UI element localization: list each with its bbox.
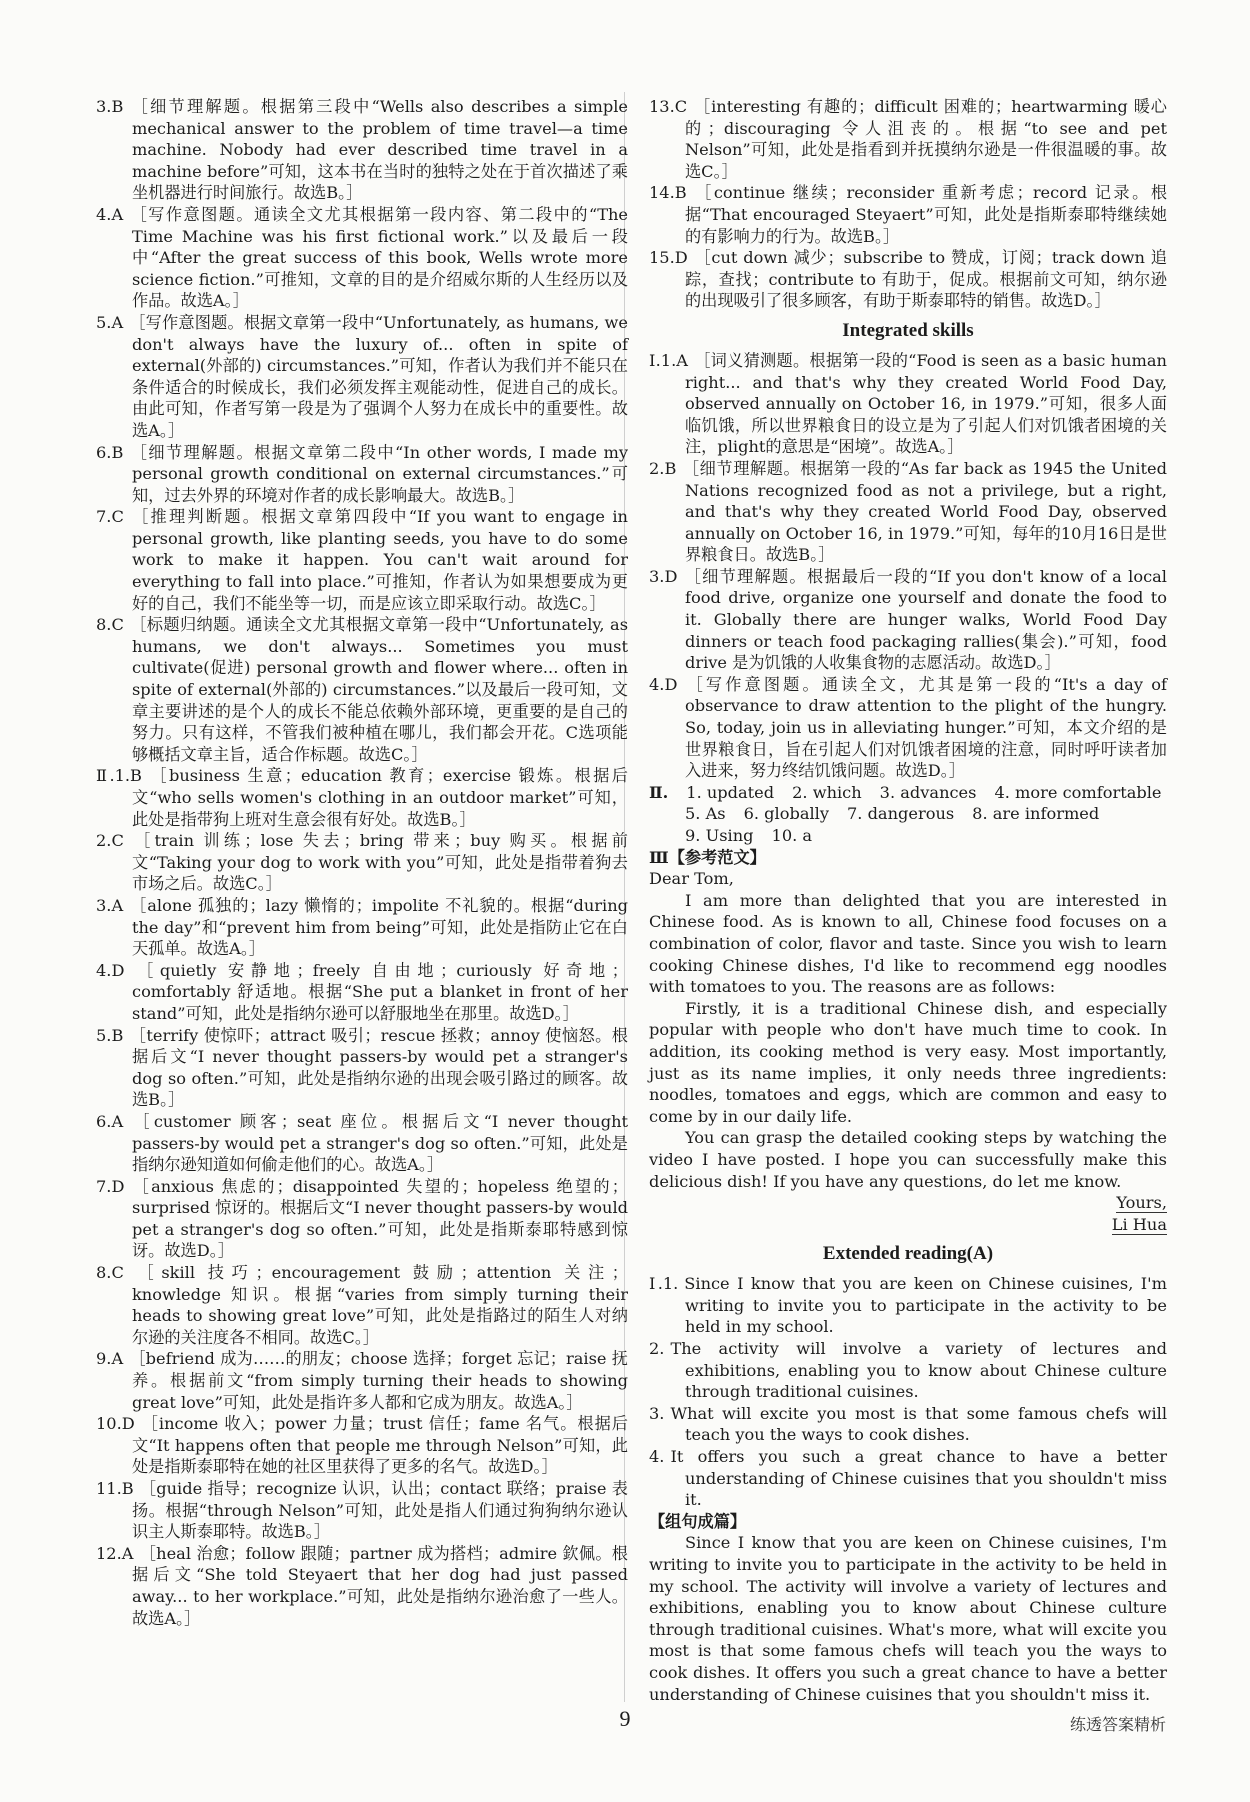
item-text: It offers you such a great chance to have a better understanding of Chinese cuisines that you shouldn't miss it.: [670, 1447, 1167, 1510]
item-text: ［guide 指导；recognize 认识，认出；contact 联络；praise 表扬。根据“through Nelson”可知，此处是指人们通过狗狗纳尔逊认识主人斯泰耶特。故选B。］: [132, 1479, 628, 1542]
integrated-answer-item: [649, 566, 1167, 674]
part2-item: 1. updated: [686, 782, 775, 802]
item-text: The activity will involve a variety of lectures and exhibitions, enabling you to know about Chinese culture through traditional cuisines.: [670, 1339, 1167, 1402]
item-number: 15.D: [649, 248, 688, 268]
part2-label: Ⅱ.: [649, 782, 669, 802]
letter-salutation: Dear Tom,: [649, 869, 734, 889]
signature-text: Li Hua: [1111, 1214, 1167, 1234]
letter-paragraph: I am more than delighted that you are interested in Chinese food. As is known to all, Chinese food focuses on a combination of color, flavor and taste. Since you wish to learn cooking Chinese dishes, I'd like to recommend egg noodles with tomatoes to you. The reasons are as follows:: [649, 890, 1167, 997]
extended-answer-item: [649, 1403, 1167, 1446]
part2-item: 7. dangerous: [846, 804, 955, 824]
item-number: 3.D: [649, 566, 678, 586]
closing-text: Yours,: [1116, 1193, 1167, 1213]
letter-signature: [649, 1214, 1167, 1236]
letter-paragraph: You can grasp the detailed cooking steps by watching the video I have posted. I hope you can successfully make this delicious dish! If you have any questions, do let me know.: [649, 1128, 1167, 1191]
item-number: 12.A: [96, 1543, 134, 1563]
answer-item: [96, 614, 628, 765]
item-number: 7.D: [96, 1176, 125, 1196]
integrated-answer-item: [649, 350, 1167, 458]
item-text: ［标题归纳题。通读全文尤其根据文章第一段中“Unfortunately, as humans, we don't always... Sometimes you must cultivate(促进) personal growth and flower where... often in spite of external(外部的) circumstances.”以及最后一段可知，文章主要讲述的是个人的成长不能总依赖外部环境，更重要的是自己的努力。只有这样，不管我们被种植在哪儿，我们都会开花。C选项能够概括文章主旨，适合作标题。故选C。］: [129, 615, 628, 764]
answer-item: [96, 960, 628, 1025]
item-number: 3.A: [96, 895, 124, 915]
item-text: ［cut down 减少；subscribe to 赞成，订阅；track down 追踪，查找；contribute to 有助于，促成。根据前文可知，纳尔逊的出现吸引了很多顾客，有助于斯泰耶特的销售。故选D。］: [685, 248, 1167, 311]
item-number: 5.A: [96, 312, 124, 332]
footer-label: 练透答案精析: [1069, 1715, 1166, 1734]
item-text: ［alone 孤独的；lazy 懒惰的；impolite 不礼貌的。根据“during the day”和“prevent him from being”可知，此处是指防止它在白天孤单。故选A。］: [129, 895, 628, 959]
item-text: ［income 收入；power 力量；trust 信任；fame 名气。根据后文“It happens often that people me through Nelson”可知，此处是指斯泰耶特在她的社区里获得了更多的名气。故选D。］: [132, 1414, 628, 1477]
item-text: ［词义猜测题。根据第一段的“Food is seen as a basic human right... and that's why they created World Food Day, observed annually on October 16, in 1979.”可知，很多人面临饥饿，所以世界粮食日的设立是为了引起人们对饥饿者困境的关注，plight的意思是“困境”。故选A。］: [685, 350, 1167, 457]
item-number: 2.C: [96, 831, 124, 851]
answer-item: [96, 1413, 628, 1478]
item-text: ［business 生意；education 教育；exercise 锻炼。根据后文“who sells women's clothing in an outdoor market”可知，此处是指带狗上班对生意会很有好处。故选B。］: [132, 766, 628, 829]
answer-item: [649, 96, 1167, 182]
answer-item: [96, 1111, 628, 1176]
item-text: ［continue 继续；reconsider 重新考虑；record 记录。根据“That encouraged Steyaert”可知，此处是指斯泰耶特继续她的有影响力的行为。故选B。］: [685, 183, 1167, 246]
item-text: What will excite you most is that some famous chefs will teach you the ways to cook dishes.: [670, 1403, 1167, 1445]
item-number: 14.B: [649, 183, 687, 203]
item-text: ［skill 技巧；encouragement 鼓励；attention 关注；knowledge 知识。根据“varies from simply turning their heads to showing great love”可知，此处是指路过的陌生人对纳尔逊的关注度各不相同。故选C。］: [129, 1263, 628, 1347]
answer-item: [96, 204, 628, 312]
item-number: 7.C: [96, 507, 124, 527]
answer-item: [96, 1478, 628, 1543]
item-text: ［befriend 成为……的朋友；choose 选择；forget 忘记；raise 抚养。根据前文“from simply turning their heads to showing great love”可知，此处是指许多人都和它成为朋友。故选A。］: [129, 1349, 628, 1412]
item-number: 4.D: [96, 960, 125, 980]
answer-item: [96, 1176, 628, 1262]
item-number: 8.C: [96, 1263, 124, 1283]
item-text: ［细节理解题。根据第一段的“As far back as 1945 the United Nations recognized food as not a privilege, but a right, and that's why they created World Food Day, observed annually on October 16, in 1979.”可知，每年的10月16日是世界粮食日。故选B。］: [682, 458, 1167, 565]
item-text: ［写作意图题。通读全文，尤其是第一段的“It's a day of observance to draw attention to the plight of the hungry. So, today, join us in alleviating hunger.”可知，本文介绍的是世界粮食日，旨在引起人们对饥饿者困境的注意，同时呼吁读者加入进来，努力终结饥饿问题。故选D。］: [683, 674, 1167, 781]
item-number: 9.A: [96, 1349, 124, 1369]
item-number: Ⅰ.1.: [649, 1274, 679, 1294]
item-number: 6.B: [96, 442, 124, 462]
item-text: ［quietly 安静地；freely 自由地；curiously 好奇地；comfortably 舒适地。根据“She put a blanket in front of her stand”可知，此处是指纳尔逊可以舒服地坐在那里。故选D。］: [130, 960, 628, 1023]
answer-item: [96, 1262, 628, 1348]
part3-label: Ⅲ【参考范文】: [649, 847, 766, 867]
item-number: Ⅰ.1.A: [649, 350, 688, 370]
part2-item: 4. more comfortable: [994, 782, 1162, 802]
part2-item: 3. advances: [879, 782, 977, 802]
item-text: ［heal 治愈；follow 跟随；partner 成为搭档；admire 欽佩。根据后文“She told Steyaert that her dog had just passed away... to her workplace.”可知，此处是指纳尔逊治愈了一些人。故选A。］: [132, 1543, 628, 1628]
answer-item: [96, 1543, 628, 1629]
answer-item: [96, 765, 628, 830]
letter-closing: [649, 1192, 1167, 1214]
integrated-answer-item: [649, 674, 1167, 782]
part2-item: 9. Using: [685, 826, 754, 845]
combine-label: 【组句成篇】: [649, 1511, 747, 1531]
answer-item: [96, 1025, 628, 1111]
combine-paragraph: Since I know that you are keen on Chinese cuisines, I'm writing to invite you to participate in the activity to be held in my school. The activity will involve a variety of lectures and exhibitions, enabling you to know about Chinese culture through traditional cuisines. What's more, what will excite you most is that some famous chefs will teach you the ways to cook dishes. It offers you such a great chance to have a better understanding of Chinese cuisines that you shouldn't miss it.: [649, 1533, 1167, 1704]
section-heading-integrated-skills: Integrated skills: [842, 319, 974, 341]
part2-item: 5. As: [685, 804, 726, 824]
page-number: 9: [619, 1706, 631, 1731]
item-number: 2.: [649, 1339, 665, 1359]
item-number: 4.: [649, 1447, 665, 1467]
answer-item: [96, 895, 628, 960]
answer-item: [96, 312, 628, 442]
item-number: 4.D: [649, 674, 678, 694]
item-text: ［terrify 使惊吓；attract 吸引；rescue 拯救；annoy 使恼怒。根据后文“I never thought passers-by would pet a stranger's dog so often.”可知，此处是指纳尔逊的出现会吸引路过的顾客。故选B。］: [129, 1025, 628, 1110]
item-number: Ⅱ.1.B: [96, 766, 142, 786]
item-text: ［写作意图题。通读全文尤其根据第一段内容、第二段中的“The Time Machine was his first fictional work.”以及最后一段中“After the great success of this book, Wells wrote more science fiction.”可推知，文章的目的是介绍威尔斯的人生经历以及作品。故选A。］: [129, 204, 628, 311]
left-column: [96, 96, 628, 1629]
letter-paragraph: Firstly, it is a traditional Chinese dish, and especially popular with people who don't have much time to cook. In addition, its cooking method is very easy. Most importantly, just as its name implies, it only needs three ingredients: noodles, tomatoes and eggs, which are common and easy to come by in our daily life.: [649, 998, 1167, 1126]
answer-item: [96, 96, 628, 204]
extended-answer-item: [649, 1338, 1167, 1403]
answer-item: [96, 442, 628, 507]
item-text: ［推理判断题。根据文章第四段中“If you want to engage in personal growth, like planting seeds, you have to do some work to make it happen. You can't wait around for everything to fall into place.”可推知，作者认为如果想要成为更好的自己，我们不能坐等一切，而是应该立即采取行动。故选C。］: [129, 507, 628, 613]
item-number: 13.C: [649, 97, 688, 116]
item-text: ［train 训练；lose 失去；bring 带来；buy 购买。根据前文“Taking your dog to work with you”可知，此处是指带着狗去市场之后。故选C。］: [129, 831, 628, 894]
right-column: [649, 96, 1167, 1705]
item-number: 8.C: [96, 615, 124, 635]
item-text: ［customer 顾客；seat 座位。根据后文“I never thought passers-by would pet a stranger's dog so often.”可知，此处是指纳尔逊知道如何偷走他们的心。故选A。］: [129, 1111, 628, 1175]
item-number: 6.A: [96, 1111, 124, 1131]
item-number: 2.B: [649, 458, 677, 478]
item-text: ［写作意图题。根据文章第一段中“Unfortunately, as humans, we don't always have the luxury of... often in spite of external(外部的) circumstances.”可知，作者认为我们并不能只在条件适合的时候成长，我们必须发挥主观能动性，促进自己的成长。由此可知，作者写第一段是为了强调个人努力在成长中的重要性。故选A。］: [129, 312, 628, 440]
integrated-answer-item: [649, 458, 1167, 566]
part2-item: 2. which: [792, 782, 862, 802]
item-number: 5.B: [96, 1025, 124, 1045]
answer-item: [96, 1348, 628, 1413]
part2-item: 6. globally: [743, 804, 829, 824]
extended-answer-item: [649, 1273, 1167, 1338]
item-number: 3.: [649, 1403, 665, 1423]
item-text: ［细节理解题。根据最后一段的“If you don't know of a local food drive, organize one yourself and donate the food to it. Globally there are hunger walks, World Food Day dinners or teach food packaging rallies(集会).”可知，food drive 是为饥饿的人收集食物的志愿活动。故选D。］: [683, 566, 1167, 673]
item-number: 3.B: [96, 97, 124, 116]
answer-item: [96, 506, 628, 614]
item-text: ［anxious 焦虑的；disappointed 失望的；hopeless 绝望的；surprised 惊讶的。根据后文“I never thought passers-by would pet a stranger's dog so often.”可知，此处是指斯泰耶特感到惊讶。故选D。］: [130, 1176, 628, 1261]
item-text: ［细节理解题。根据文章第二段中“In other words, I made my personal growth conditional on external circumstances.”可知，过去外界的环境对作者的成长影响最大。故选B。］: [129, 442, 628, 505]
item-number: 10.D: [96, 1414, 135, 1434]
answer-item: [649, 247, 1167, 312]
item-number: 11.B: [96, 1479, 134, 1498]
extended-answer-item: [649, 1446, 1167, 1511]
item-text: Since I know that you are keen on Chinese cuisines, I'm writing to invite you to participate in the activity to be held in my school.: [684, 1274, 1167, 1337]
part2-item: 8. are informed: [972, 804, 1100, 824]
part2-answers: [649, 782, 1167, 847]
item-number: 4.A: [96, 204, 124, 224]
answer-item: [96, 830, 628, 895]
part2-item: 10. a: [771, 826, 813, 845]
section-heading-extended-reading: Extended reading(A): [822, 1243, 994, 1265]
item-text: ［interesting 有趣的；difficult 困难的；heartwarming 暖心的；discouraging 令人沮丧的。根据“to see and pet Nelson”可知，此处是指看到并抚摸纳尔逊是一件很温暖的事。故选C。］: [685, 97, 1167, 181]
answer-item: [649, 182, 1167, 247]
item-text: ［细节理解题。根据第三段中“Wells also describes a simple mechanical answer to the problem of time travel—a time machine. Nobody had ever described time travel in a machine before”可知，这本书在当时的独特之处在于首次描述了乘坐机器进行时间旅行。故选B。］: [129, 97, 628, 203]
